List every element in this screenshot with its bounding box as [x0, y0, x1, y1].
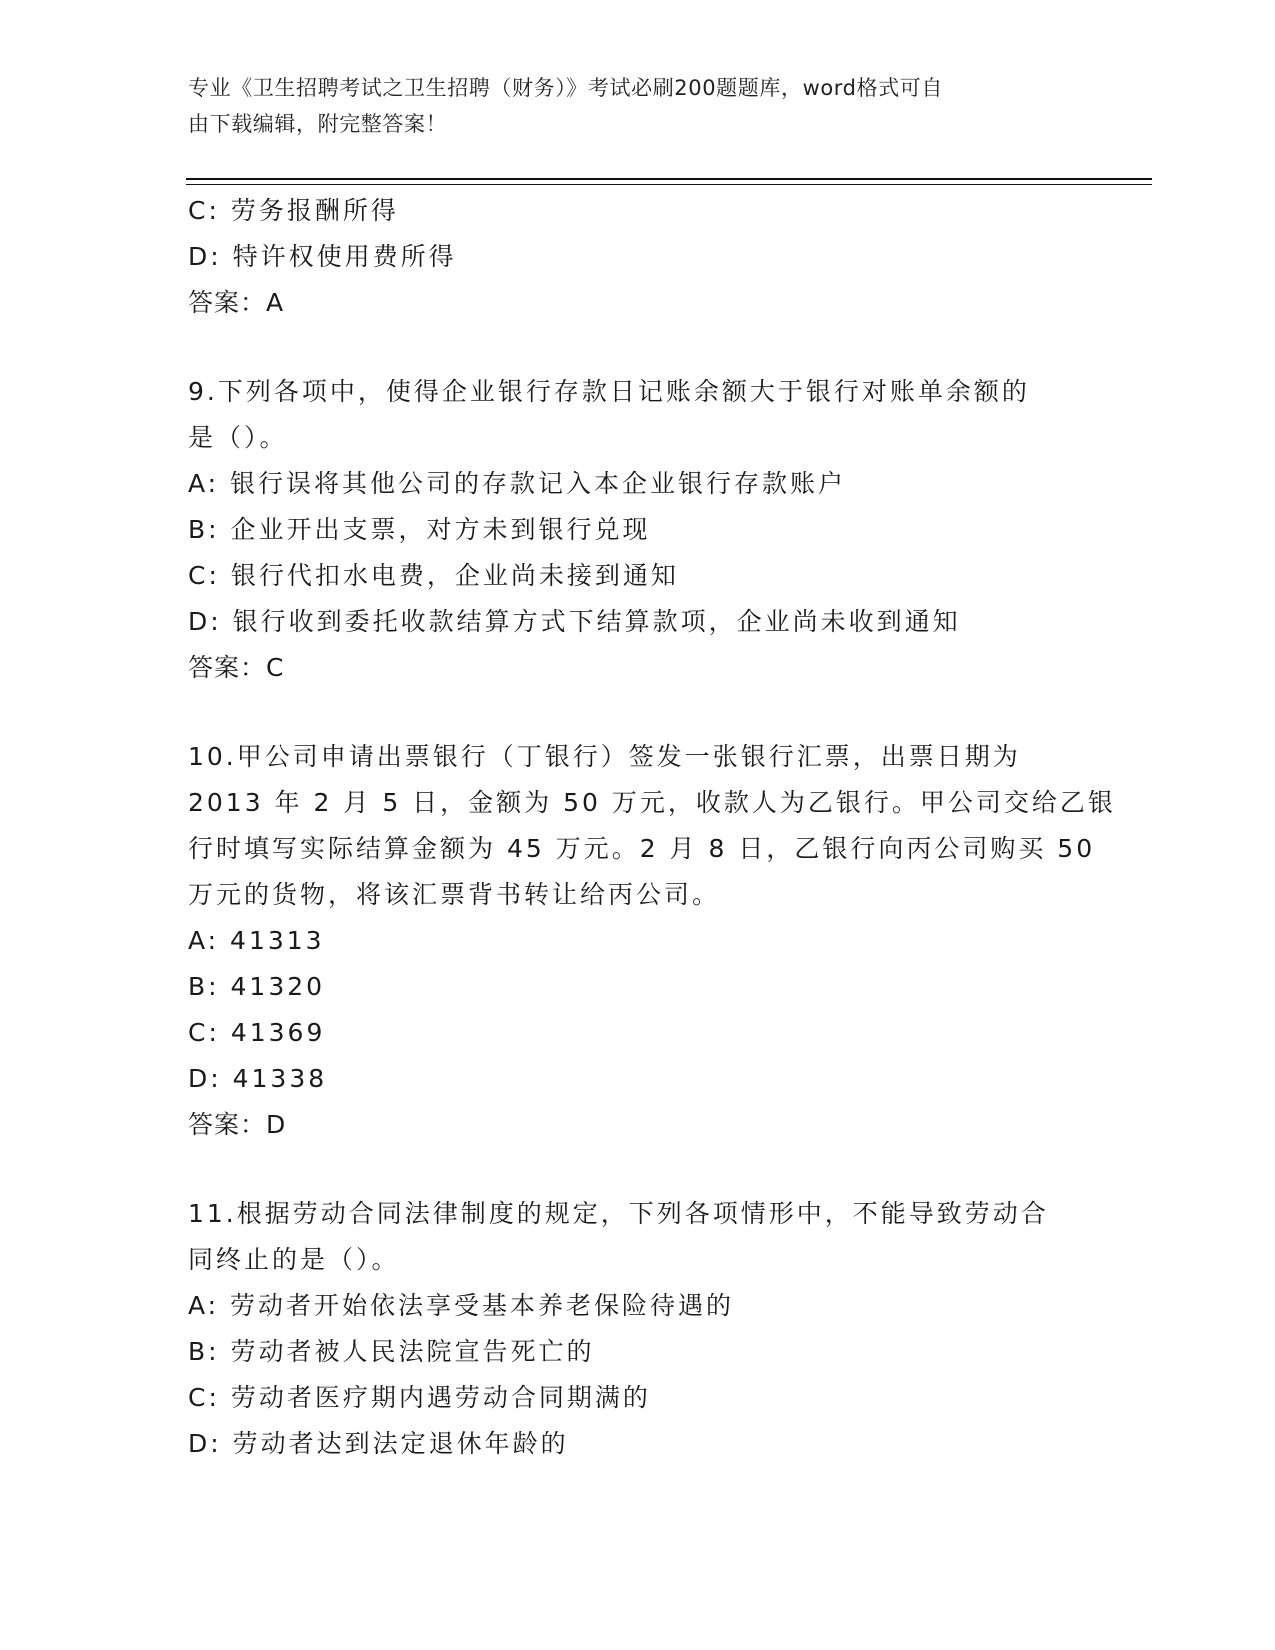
question-text: 11.根据劳动合同法律制度的规定，下列各项情形中，不能导致劳动合 [188, 1199, 1049, 1228]
header-line-1: 专业《卫生招聘考试之卫生招聘（财务）》考试必刷200题题库，word格式可自 [188, 76, 943, 100]
option-c: C: 41369 [188, 1018, 326, 1047]
option-a: A: 劳动者开始依法享受基本养老保险待遇的 [188, 1291, 735, 1320]
option-d: D: 特许权使用费所得 [188, 242, 457, 271]
header-line-2: 由下载编辑，附完整答案！ [188, 112, 448, 136]
question-text: 同终止的是（）。 [188, 1245, 400, 1274]
option-b: B: 41320 [188, 972, 326, 1001]
question-list [188, 188, 1116, 1467]
question-text: 万元的货物，将该汇票背书转让给丙公司。 [188, 880, 721, 909]
question-block [188, 369, 1088, 691]
option-d: D: 劳动者达到法定退休年龄的 [188, 1429, 569, 1458]
question-block [188, 188, 1088, 326]
answer-line: 答案：C [188, 653, 285, 682]
question-text: 9.下列各项中，使得企业银行存款日记账余额大于银行对账单余额的 [188, 377, 1030, 406]
option-a: A: 银行误将其他公司的存款记入本企业银行存款账户 [188, 469, 847, 498]
option-b: B: 劳动者被人民法院宣告死亡的 [188, 1337, 595, 1366]
option-c: C: 银行代扣水电费，企业尚未接到通知 [188, 561, 679, 590]
question-text: 2013 年 2 月 5 日，金额为 50 万元，收款人为乙银行。甲公司交给乙银 [188, 788, 1116, 817]
question-block [188, 1191, 1088, 1467]
document-header [188, 70, 1068, 142]
question-text: 是（）。 [188, 423, 288, 452]
question-text: 行时填写实际结算金额为 45 万元。2 月 8 日，乙银行向丙公司购买 50 [188, 834, 1096, 863]
option-b: B: 企业开出支票，对方未到银行兑现 [188, 515, 651, 544]
answer-line: 答案：A [188, 288, 285, 317]
header-divider-thin [186, 184, 1152, 185]
option-d: D: 41338 [188, 1064, 328, 1093]
option-a: A: 41313 [188, 926, 325, 955]
option-d: D: 银行收到委托收款结算方式下结算款项，企业尚未收到通知 [188, 607, 961, 636]
option-c: C: 劳务报酬所得 [188, 196, 399, 225]
question-block [188, 734, 1116, 1148]
question-text: 10.甲公司申请出票银行（丁银行）签发一张银行汇票，出票日期为 [188, 742, 1021, 771]
option-c: C: 劳动者医疗期内遇劳动合同期满的 [188, 1383, 651, 1412]
answer-line: 答案：D [188, 1110, 287, 1139]
header-divider [186, 178, 1152, 180]
